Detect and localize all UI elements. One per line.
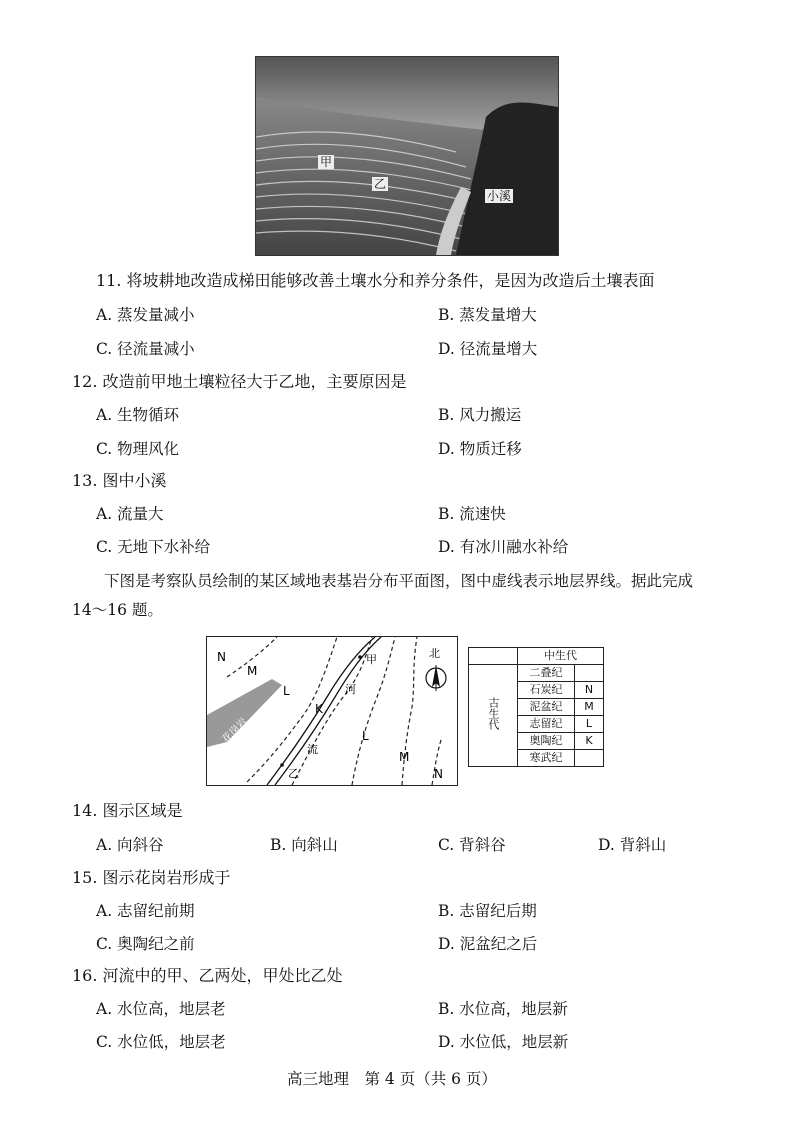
q13-option-a: A. 流量大 (96, 505, 164, 523)
section-intro-line1: 下图是考察队员绘制的某区域地表基岩分布平面图，图中虚线表示地层界线。据此完成 (104, 572, 694, 590)
map-label-liu: 流 (307, 743, 318, 756)
page-footer: 高三地理 第 4 页（共 6 页） (287, 1070, 497, 1088)
photo-label-stream: 小溪 (487, 189, 512, 203)
period-row-5: 寒武纪 (518, 750, 575, 767)
q13-option-b: B. 流速快 (438, 505, 506, 523)
strata-table (468, 647, 604, 767)
q16-option-b: B. 水位高，地层新 (438, 1000, 568, 1018)
q12-option-d: D. 物质迁移 (438, 440, 522, 458)
q15-stem: 15. 图示花岗岩形成于 (72, 868, 231, 887)
map-label-k: K (315, 702, 323, 716)
q12-stem: 12. 改造前甲地土壤粒径大于乙地，主要原因是 (72, 372, 407, 391)
q16-stem: 16. 河流中的甲、乙两处，甲处比乙处 (72, 966, 343, 985)
north-arrow (426, 665, 446, 691)
north-label: 北 (429, 647, 440, 660)
q11-option-b: B. 蒸发量增大 (438, 306, 537, 324)
q11-option-d: D. 径流量增大 (438, 340, 538, 358)
q16-option-d: D. 水位低，地层新 (438, 1033, 569, 1051)
map-label-m-right: M (399, 750, 410, 764)
map-label-granite: 花岗岩 (220, 716, 250, 746)
bedrock-map (206, 636, 458, 786)
symbol-row-3: L (575, 716, 604, 733)
q14-option-d: D. 背斜山 (598, 836, 667, 854)
map-label-yi: 乙 (288, 767, 299, 780)
q11-option-c: C. 径流量减小 (96, 340, 195, 358)
map-label-jia: 甲 (366, 653, 377, 666)
q13-option-c: C. 无地下水补给 (96, 538, 211, 556)
q15-option-c: C. 奥陶纪之前 (96, 935, 195, 953)
q11-stem: 11. 将坡耕地改造成梯田能够改善土壤水分和养分条件，是因为改造后土壤表面 (96, 271, 655, 290)
era-paleozoic: 古生代 (469, 665, 518, 767)
q13-option-d: D. 有冰川融水补给 (438, 538, 569, 556)
photo-label-jia: 甲 (320, 155, 333, 169)
map-label-m-left: M (247, 664, 258, 678)
era-mesozoic: 中生代 (518, 648, 604, 665)
q16-option-c: C. 水位低，地层老 (96, 1033, 226, 1051)
q15-option-b: B. 志留纪后期 (438, 902, 537, 920)
map-label-he: 河 (345, 683, 356, 696)
bedrock-map-drawing (207, 637, 457, 785)
q13-stem: 13. 图中小溪 (72, 471, 167, 490)
period-row-1: 石炭纪 (518, 682, 575, 699)
symbol-row-5 (575, 750, 604, 767)
strata-legend (468, 647, 604, 775)
symbol-row-0 (575, 665, 604, 682)
period-row-0: 二叠纪 (518, 665, 575, 682)
q14-option-a: A. 向斜谷 (96, 836, 164, 854)
q12-option-c: C. 物理风化 (96, 440, 180, 458)
q11-option-a: A. 蒸发量减小 (96, 306, 195, 324)
q12-option-b: B. 风力搬运 (438, 406, 522, 424)
q12-option-a: A. 生物循环 (96, 406, 180, 424)
terrace-photo (255, 56, 559, 256)
q16-option-a: A. 水位高，地层老 (96, 1000, 226, 1018)
q14-option-b: B. 向斜山 (270, 836, 338, 854)
symbol-row-2: M (575, 699, 604, 716)
period-row-4: 奥陶纪 (518, 733, 575, 750)
q14-option-c: C. 背斜谷 (438, 836, 506, 854)
boundary-ml-left (247, 637, 337, 782)
map-label-l-left: L (283, 684, 290, 698)
section-intro-line2: 14～16 题。 (72, 601, 163, 619)
map-label-n-bottom: N (434, 767, 443, 781)
map-label-l-right: L (362, 729, 369, 743)
photo-label-yi: 乙 (374, 177, 387, 191)
symbol-row-4: K (575, 733, 604, 750)
terrace-photo-image (256, 57, 558, 255)
map-label-n-top: N (217, 650, 226, 664)
q14-stem: 14. 图示区域是 (72, 801, 183, 820)
q15-option-a: A. 志留纪前期 (96, 902, 195, 920)
symbol-row-1: N (575, 682, 604, 699)
period-row-2: 泥盆纪 (518, 699, 575, 716)
granite-intrusion (207, 679, 282, 747)
period-row-3: 志留纪 (518, 716, 575, 733)
q15-option-d: D. 泥盆纪之后 (438, 935, 538, 953)
